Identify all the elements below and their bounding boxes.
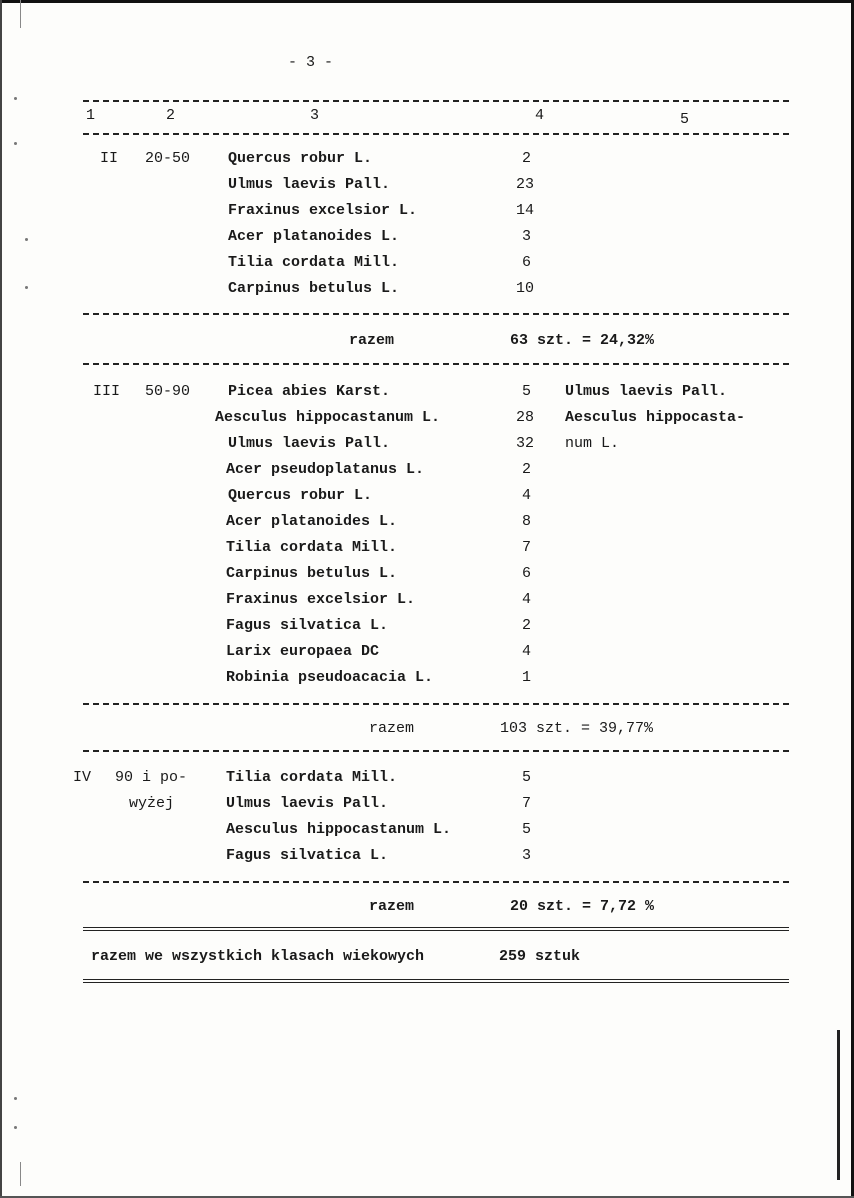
rule [83, 881, 789, 883]
header-col-4: 4 [535, 107, 545, 124]
tree-count: 2 [522, 617, 532, 634]
species-name: Fraxinus excelsior L. [228, 202, 418, 219]
subtotal-value: 63 szt. = 24,32% [510, 332, 655, 349]
subtotal-value: 20 szt. = 7,72 % [510, 898, 655, 915]
page-number: - 3 - [288, 54, 334, 71]
tree-count: 1 [522, 669, 532, 686]
age-range: wyżej [129, 795, 175, 812]
double-rule [83, 927, 789, 931]
grand-total-value: 259 sztuk [499, 948, 581, 965]
species-name: Tilia cordata Mill. [228, 254, 400, 271]
rule [83, 313, 789, 315]
subtotal-label: razem [369, 898, 415, 915]
tree-count: 2 [522, 150, 532, 167]
grand-total-label: razem we wszystkich klasach wiekowych [91, 948, 425, 965]
scan-dot [25, 286, 28, 289]
tree-count: 7 [522, 795, 532, 812]
tree-count: 23 [516, 176, 535, 193]
age-range: 90 i po- [115, 769, 188, 786]
class-label: III [93, 383, 121, 400]
subtotal-value: 103 szt. = 39,77% [500, 720, 654, 737]
tree-count: 7 [522, 539, 532, 556]
scan-dot [14, 1097, 17, 1100]
species-name: Picea abies Karst. [228, 383, 391, 400]
class-label: II [100, 150, 119, 167]
subtotal-label: razem [349, 332, 395, 349]
scan-dot [14, 142, 17, 145]
tree-count: 14 [516, 202, 535, 219]
species-name: Carpinus betulus L. [228, 280, 400, 297]
scan-edge-mark [20, 0, 21, 28]
species-name: Quercus robur L. [228, 487, 373, 504]
scan-dot [25, 238, 28, 241]
rule [83, 363, 789, 365]
species-name: Tilia cordata Mill. [226, 539, 398, 556]
tree-count: 3 [522, 847, 532, 864]
page-border-left [0, 0, 2, 1198]
species-name: Ulmus laevis Pall. [228, 176, 391, 193]
species-name: Ulmus laevis Pall. [228, 435, 391, 452]
tree-count: 3 [522, 228, 532, 245]
tree-count: 8 [522, 513, 532, 530]
tree-count: 6 [522, 565, 532, 582]
header-col-3: 3 [310, 107, 320, 124]
tree-count: 10 [516, 280, 535, 297]
tree-count: 5 [522, 383, 532, 400]
species-name: Aesculus hippocastanum L. [215, 409, 441, 426]
species-name: Robinia pseudoacacia L. [226, 669, 434, 686]
header-col-5: 5 [680, 111, 690, 128]
tree-count: 32 [516, 435, 535, 452]
species-name: Fagus silvatica L. [226, 847, 389, 864]
species-name: Ulmus laevis Pall. [226, 795, 389, 812]
subtotal-label: razem [369, 720, 415, 737]
species-name: Carpinus betulus L. [226, 565, 398, 582]
tree-count: 5 [522, 821, 532, 838]
tree-count: 4 [522, 643, 532, 660]
note-text: Ulmus laevis Pall. [565, 383, 728, 400]
rule [83, 100, 789, 102]
double-rule [83, 979, 789, 983]
note-text: num L. [565, 435, 620, 452]
rule [83, 703, 789, 705]
note-text: Aesculus hippocasta- [565, 409, 746, 426]
species-name: Tilia cordata Mill. [226, 769, 398, 786]
rule [83, 133, 789, 135]
tree-count: 2 [522, 461, 532, 478]
page-border-top [0, 0, 854, 3]
species-name: Acer pseudoplatanus L. [226, 461, 425, 478]
tree-count: 6 [522, 254, 532, 271]
class-label: IV [73, 769, 92, 786]
age-range: 50-90 [145, 383, 191, 400]
scan-edge-mark [837, 1030, 840, 1180]
species-name: Acer platanoides L. [226, 513, 398, 530]
tree-count: 5 [522, 769, 532, 786]
header-col-2: 2 [166, 107, 176, 124]
species-name: Fraxinus excelsior L. [226, 591, 416, 608]
scan-dot [14, 1126, 17, 1129]
species-name: Fagus silvatica L. [226, 617, 389, 634]
species-name: Acer platanoides L. [228, 228, 400, 245]
scan-edge-mark [20, 1162, 21, 1186]
scan-dot [14, 97, 17, 100]
species-name: Aesculus hippocastanum L. [226, 821, 452, 838]
header-col-1: 1 [86, 107, 96, 124]
species-name: Larix europaea DC [226, 643, 380, 660]
rule [83, 750, 789, 752]
age-range: 20-50 [145, 150, 191, 167]
species-name: Quercus robur L. [228, 150, 373, 167]
tree-count: 4 [522, 487, 532, 504]
tree-count: 4 [522, 591, 532, 608]
tree-count: 28 [516, 409, 535, 426]
